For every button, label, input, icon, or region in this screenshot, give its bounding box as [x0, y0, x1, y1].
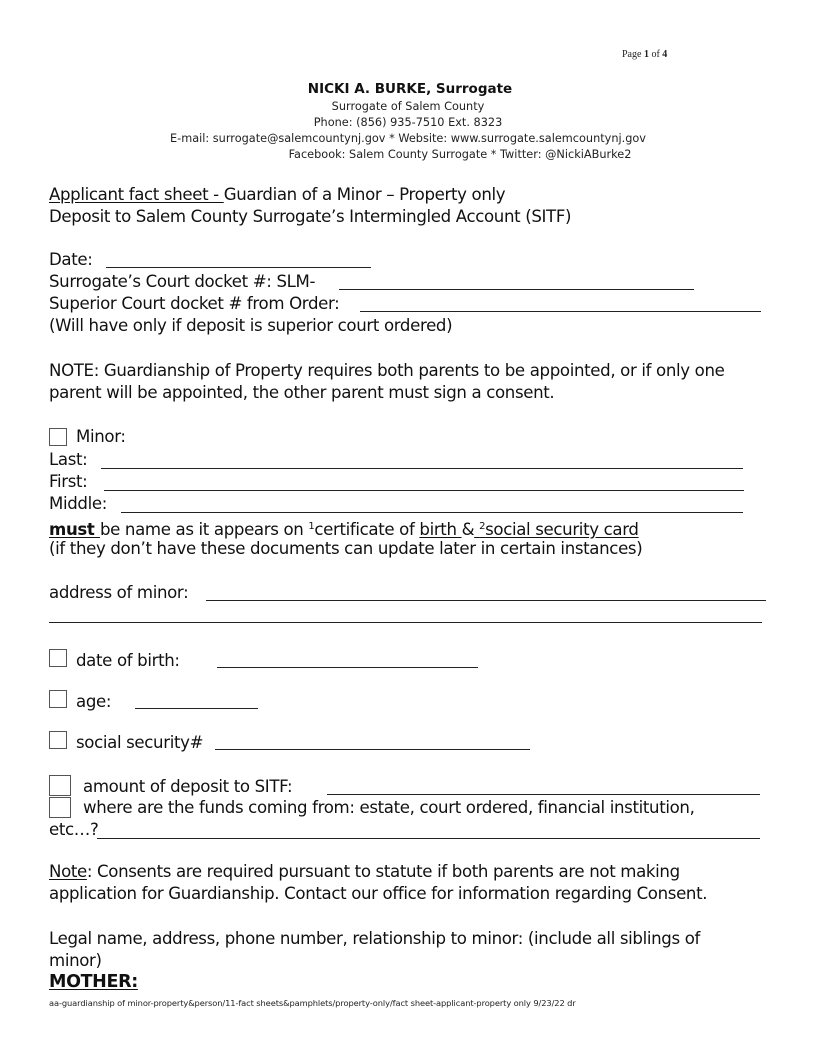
dob-checkbox[interactable]: [49, 649, 67, 667]
requirement-text: be name as it appears on: [99, 520, 309, 539]
date-field[interactable]: [106, 253, 371, 268]
page-number: [622, 49, 667, 60]
minor-label: Minor:: [76, 427, 126, 446]
ssn-checkbox[interactable]: [49, 731, 67, 749]
name-requirement: [49, 517, 639, 540]
first-name-label: First:: [49, 472, 88, 491]
address-label: address of minor:: [49, 583, 189, 602]
page-of: of: [648, 49, 663, 60]
middle-name-label: Middle:: [49, 494, 107, 513]
ssn-label: social security#: [76, 733, 204, 752]
ssn-field[interactable]: [215, 735, 530, 750]
superior-docket-label: Superior Court docket # from Order:: [49, 294, 340, 313]
document-title: [49, 185, 505, 205]
relatives-instruction-line2: minor): [49, 951, 102, 970]
document-subtitle: Deposit to Salem County Surrogate’s Intermingled Account (SITF): [49, 207, 572, 226]
office-email-website: E-mail: surrogate@salemcountynj.gov * Website: www.surrogate.salemcountynj.gov: [169, 132, 646, 145]
footnote-1: 1: [308, 521, 315, 532]
age-field[interactable]: [135, 694, 258, 709]
title-rest: Guardian of a Minor – Property only: [223, 185, 506, 204]
must-emphasis: must: [49, 520, 100, 539]
consent-note-line2: application for Guardianship. Contact our office for information regarding Consent.: [49, 884, 708, 903]
middle-name-field[interactable]: [121, 498, 743, 513]
office-social: Facebook: Salem County Surrogate * Twitter: @NickiABurke2: [288, 148, 632, 161]
guardianship-note-line1: NOTE: Guardianship of Property requires both parents to be appointed, or if only one: [49, 361, 725, 380]
documents-note: (if they don’t have these documents can update later in certain instances): [49, 539, 643, 558]
page-label: Page: [622, 49, 644, 60]
footnote-2: 2: [479, 521, 486, 532]
minor-checkbox[interactable]: [49, 428, 67, 446]
consent-note-text: : Consents are required pursuant to statute if both parents are not making: [86, 862, 680, 881]
amount-label: amount of deposit to SITF:: [83, 777, 293, 796]
surrogate-name: NICKI A. BURKE, Surrogate: [307, 81, 513, 97]
last-name-label: Last:: [49, 450, 88, 469]
first-name-field[interactable]: [104, 476, 744, 491]
superior-docket-field[interactable]: [360, 297, 761, 312]
birth-text: birth: [419, 520, 462, 539]
date-label: Date:: [49, 250, 93, 269]
footer-file-path: aa-guardianship of minor-property&person/11-fact sheets&pamphlets/property-only/fact sheet-applicant-property only 9/23/22 dr: [49, 998, 576, 1008]
mother-heading: MOTHER:: [49, 972, 138, 992]
surrogate-docket-field[interactable]: [339, 275, 694, 290]
age-checkbox[interactable]: [49, 690, 67, 708]
office-title: Surrogate of Salem County: [331, 100, 485, 113]
last-name-field[interactable]: [101, 454, 743, 469]
page-total: 4: [662, 49, 668, 60]
funds-source-label: where are the funds coming from: estate, court ordered, financial institution,: [83, 798, 695, 817]
funds-source-field[interactable]: [97, 824, 760, 839]
address-field-line2[interactable]: [49, 608, 762, 623]
address-field-line1[interactable]: [206, 586, 766, 601]
ampersand: &: [461, 520, 475, 539]
note-word: Note: [49, 862, 87, 881]
age-label: age:: [76, 692, 112, 711]
consent-note-line1: [49, 862, 680, 882]
page-current: 1: [643, 49, 649, 60]
dob-field[interactable]: [217, 653, 478, 668]
amount-field[interactable]: [327, 780, 760, 795]
ss-card-text: social security card: [485, 520, 639, 539]
amount-checkbox[interactable]: [49, 775, 71, 796]
funds-source-cont: etc…?: [49, 820, 99, 839]
funds-source-checkbox[interactable]: [49, 797, 71, 818]
surrogate-docket-label: Surrogate’s Court docket #: SLM-: [49, 272, 316, 291]
superior-docket-note: (Will have only if deposit is superior court ordered): [49, 316, 453, 335]
certificate-text: certificate of: [314, 520, 420, 539]
title-underlined: Applicant fact sheet -: [49, 185, 224, 204]
dob-label: date of birth:: [76, 651, 180, 670]
guardianship-note-line2: parent will be appointed, the other parent must sign a consent.: [49, 383, 555, 402]
relatives-instruction-line1: Legal name, address, phone number, relationship to minor: (include all siblings of: [49, 929, 701, 948]
office-phone: Phone: (856) 935-7510 Ext. 8323: [313, 116, 503, 129]
